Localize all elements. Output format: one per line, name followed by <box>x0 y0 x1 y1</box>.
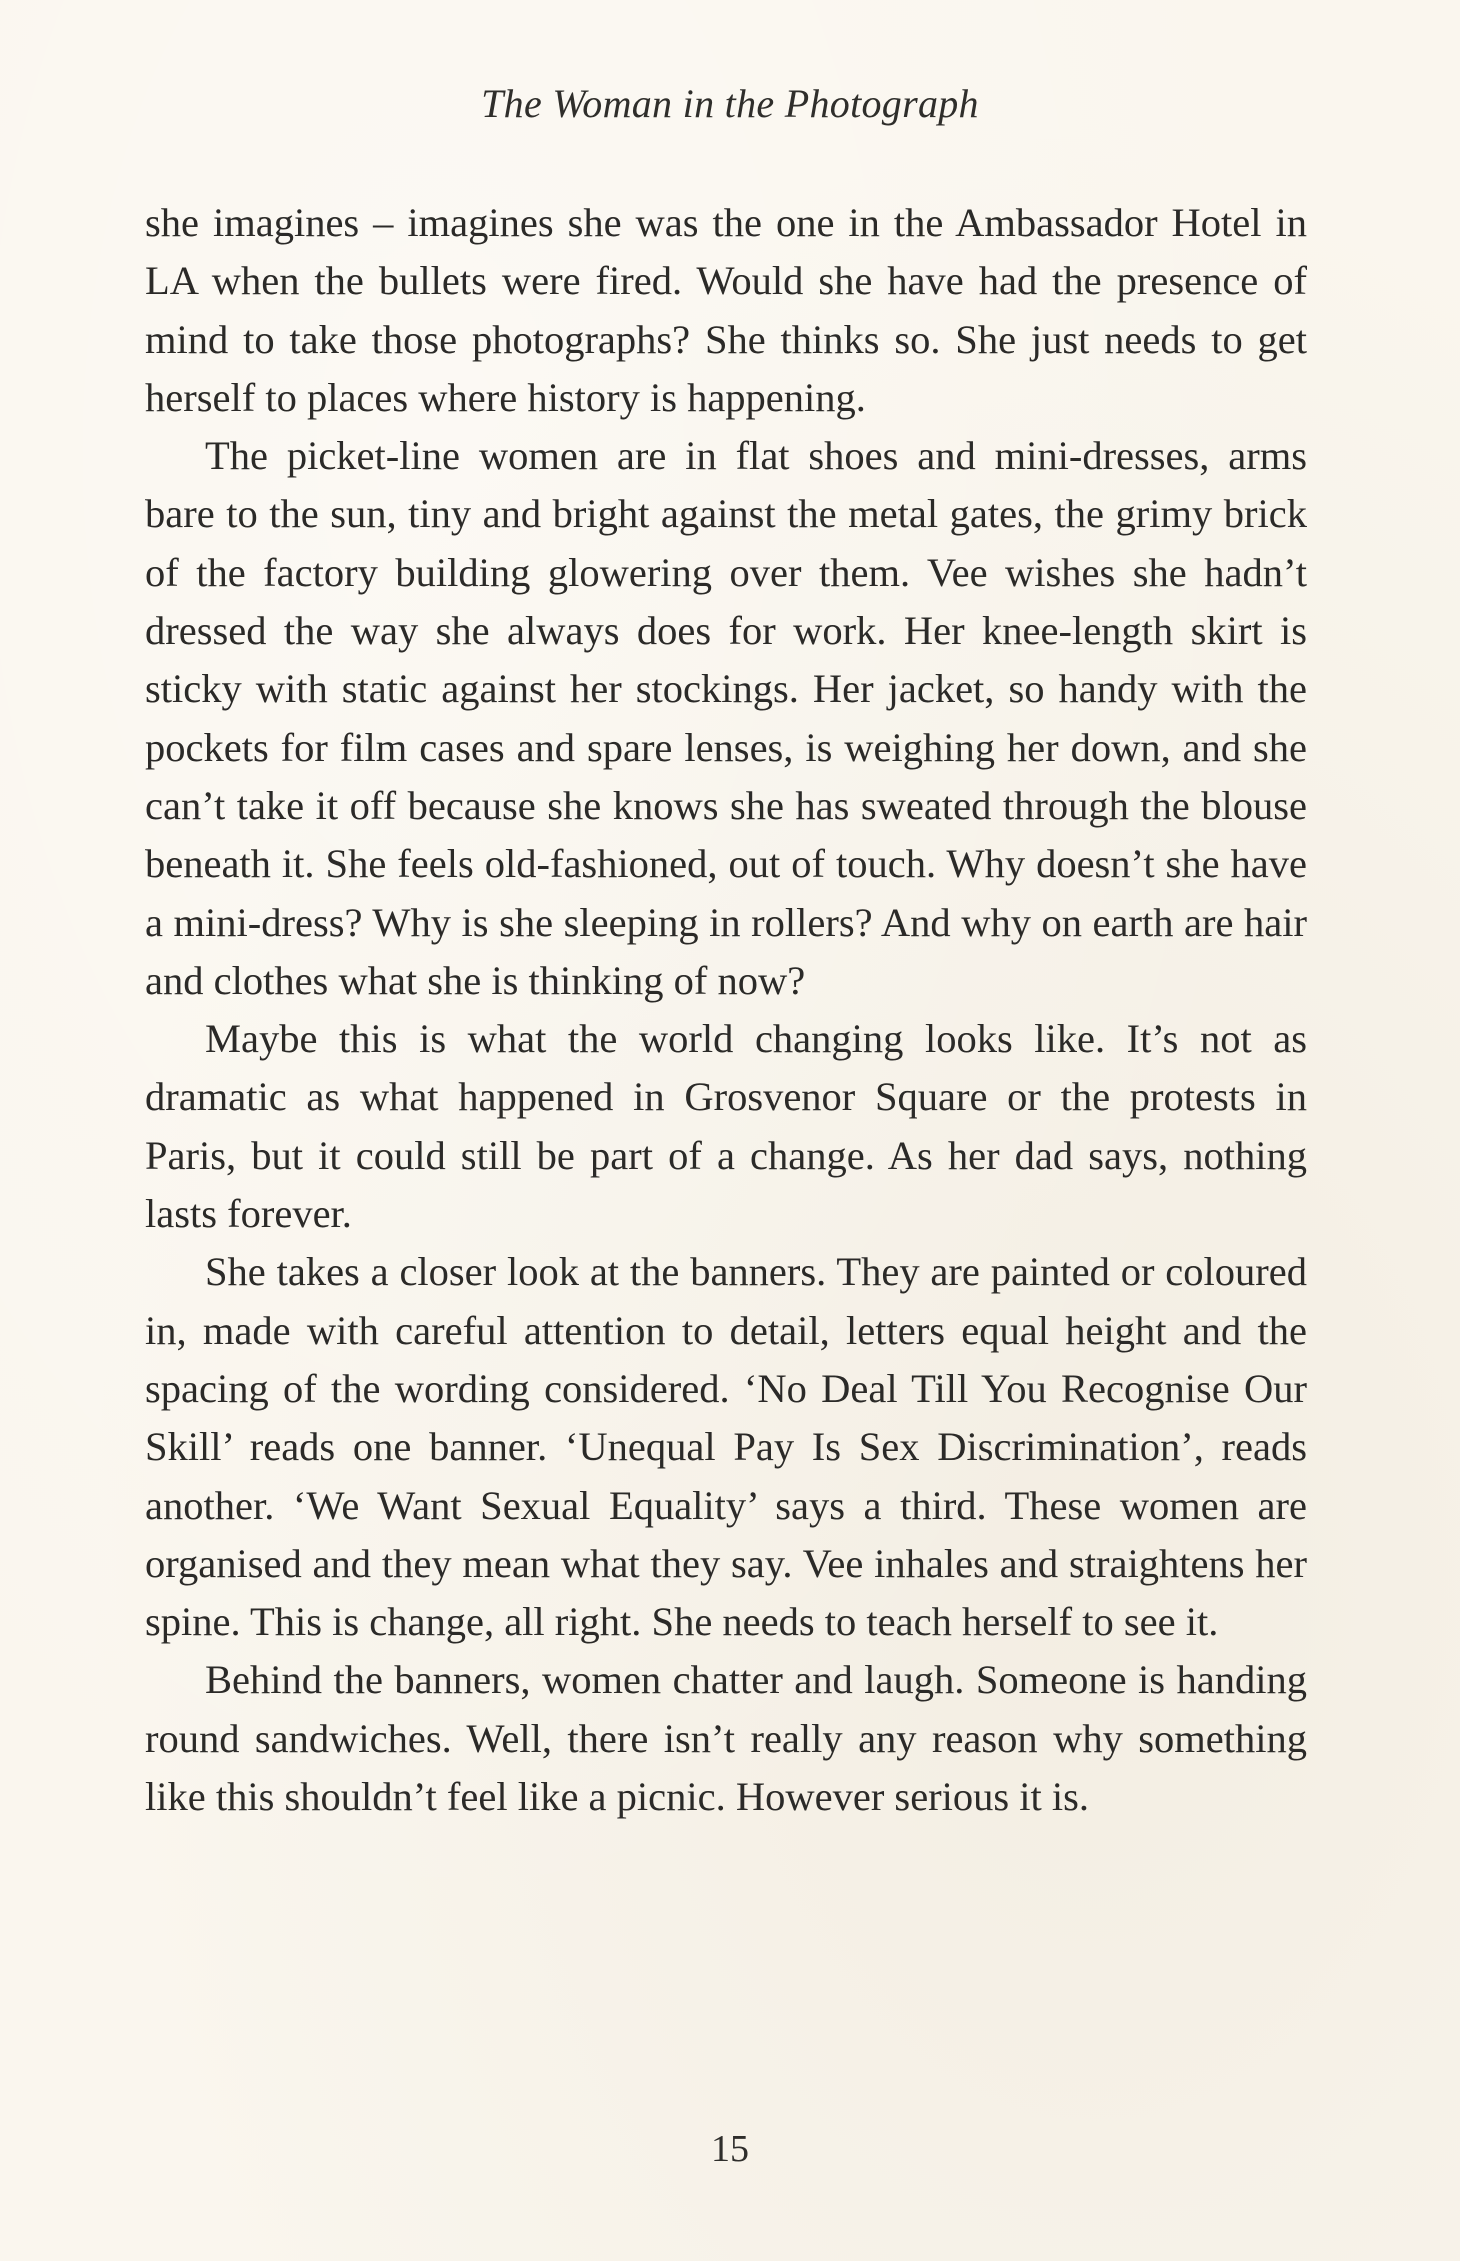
running-head: The Woman in the Photograph <box>481 81 979 126</box>
body-text <box>145 194 1307 1826</box>
paragraph-4: She takes a closer look at the banners. They are painted or coloured in, made with careful attention to detail, letters equal height and the spacing of the wording considered. ‘No Deal Till You Recognise Our Skill’ reads one banner. ‘Unequal Pay Is Sex Discrimination’, reads another. ‘We Want Sexual Equality’ says a third. These women are organised and they mean what they say. Vee inhales and straightens her spine. This is change, all right. She needs to teach herself to see it. <box>145 1249 1307 1645</box>
paragraph-2: The picket-line women are in flat shoes and mini-dresses, arms bare to the sun, tiny and bright against the metal gates, the grimy brick of the factory building glowering over them. Vee wishes she hadn’t dressed the way she always does for work. Her knee-length skirt is sticky with static against her stockings. Her jacket, so handy with the pockets for film cases and spare lenses, is weighing her down, and she can’t take it off because she knows she has sweated through the blouse beneath it. She feels old-fashioned, out of touch. Why doesn’t she have a mini-dress? Why is she sleeping in rollers? And why on earth are hair and clothes what she is thinking of now? <box>145 433 1307 1003</box>
paragraph-5: Behind the banners, women chatter and laugh. Someone is handing round sandwiches. Well, there isn’t really any reason why something like this shouldn’t feel like a picnic. However serious it is. <box>145 1657 1307 1820</box>
paragraph-3: Maybe this is what the world changing looks like. It’s not as dramatic as what happened in Grosvenor Square or the protests in Paris, but it could still be part of a change. As her dad says, nothing lasts forever. <box>145 1016 1307 1237</box>
page-number: 15 <box>711 2128 749 2170</box>
paragraph-1: she imagines – imagines she was the one in the Ambassador Hotel in LA when the bullets were fired. Would she have had the presence of mind to take those photographs? She thinks so. She just needs to get herself to places where history is happening. <box>145 200 1307 420</box>
